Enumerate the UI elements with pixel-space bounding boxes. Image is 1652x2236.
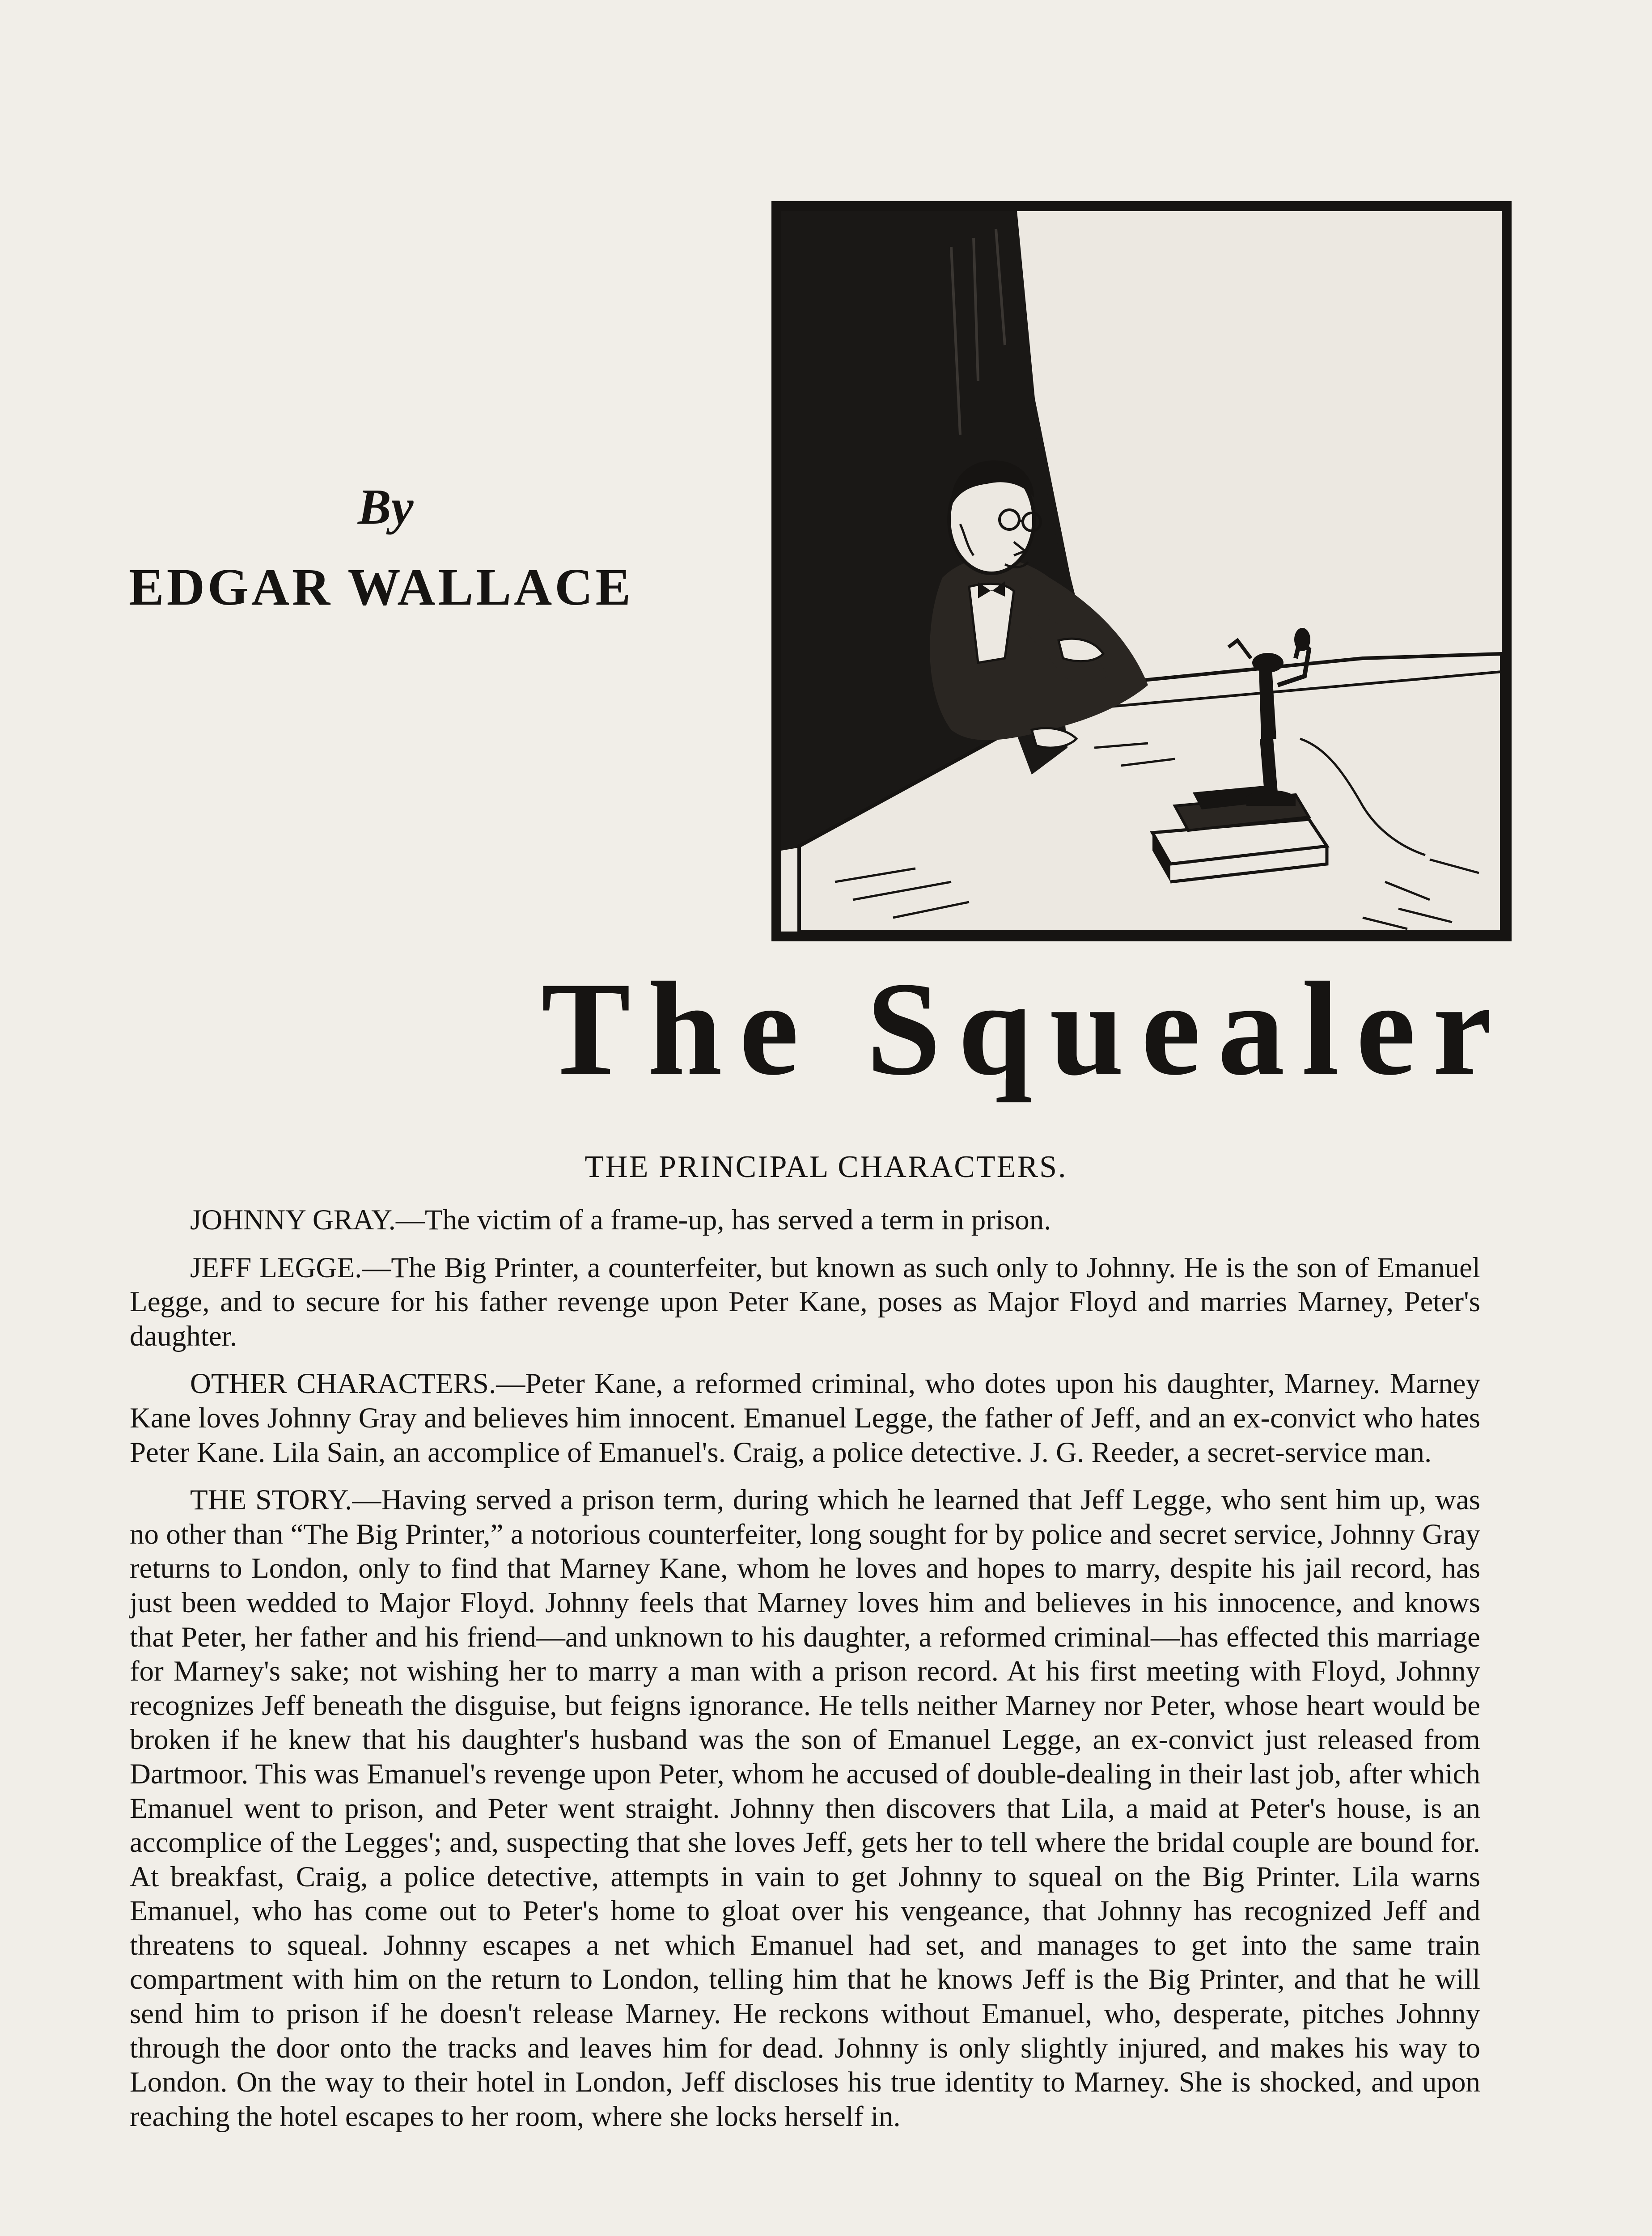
story-title: The Squealer: [541, 954, 1509, 1103]
paragraph-other-characters: OTHER CHARACTERS.—Peter Kane, a reformed criminal, who dotes upon his daughter, Marney. Marney Kane loves Johnny Gray and believes him innocent. Emanuel Legge, the father of Jeff, and an ex-convict who hates Peter Kane. Lila Sain, an accomplice of Emanuel's. Craig, a police detective. J. G. Reeder, a secret-service man.: [130, 1368, 1480, 1469]
man-at-desk-with-telephone-illustration: [781, 211, 1502, 932]
man-at-desk-illustration: [771, 201, 1512, 941]
body-text: [130, 1203, 1480, 2147]
byline-author: EDGAR WALLACE: [129, 558, 634, 616]
paragraph-jeff-legge: JEFF LEGGE.—The Big Printer, a counterfeiter, but known as such only to Johnny. He is the son of Emanuel Legge, and to secure for his father revenge upon Peter Kane, poses as Major Floyd and marries Marney, Peter's daughter.: [130, 1251, 1480, 1352]
byline-by: By: [358, 479, 414, 535]
paragraph-the-story: THE STORY.—Having served a prison term, during which he learned that Jeff Legge, who sent him up, was no other than “The Big Printer,” a notorious counterfeiter, long sought for by police and secret service, Johnny Gray returns to London, only to find that Marney Kane, whom he loves and hopes to marry, despite his jail record, has just been wedded to Major Floyd. Johnny feels that Marney loves him and believes in his innocence, and knows that Peter, her father and his friend—and unknown to his daughter, a reformed criminal—has effected this marriage for Marney's sake; not wishing her to marry a man with a prison record. At his first meeting with Floyd, Johnny recognizes Jeff beneath the disguise, but feigns ignorance. He tells neither Marney nor Peter, whose heart would be broken if he knew that his daughter's husband was the son of Emanuel Legge, an ex-convict just released from Dartmoor. This was Emanuel's revenge upon Peter, whom he accused of double-dealing in their last job, after which Emanuel went to prison, and Peter went straight. Johnny then discovers that Lila, a maid at Peter's house, is an accomplice of the Legges'; and, suspecting that she loves Jeff, gets her to tell where the bridal couple are bound for. At breakfast, Craig, a police detective, attempts in vain to get Johnny to squeal on the Big Printer. Lila warns Emanuel, who has come out to Peter's home to gloat over his vengeance, that Johnny has recognized Jeff and threatens to squeal. Johnny escapes a net which Emanuel had set, and manages to get into the same train compartment with him on the return to London, telling him that he knows Jeff is the Big Printer, and that he will send him to prison if he doesn't release Marney. He reckons without Emanuel, who, desperate, pitches Johnny through the door onto the tracks and leaves him for dead. Johnny is only slightly injured, and makes his way to London. On the way to their hotel in London, Jeff discloses his true identity to Marney. She is shocked, and upon reaching the hotel escapes to her room, where she locks herself in.: [130, 1484, 1480, 2133]
paragraph-johnny-gray: JOHNNY GRAY.—The victim of a frame-up, has served a term in prison.: [190, 1204, 1051, 1236]
characters-heading: THE PRINCIPAL CHARACTERS.: [585, 1150, 1067, 1184]
